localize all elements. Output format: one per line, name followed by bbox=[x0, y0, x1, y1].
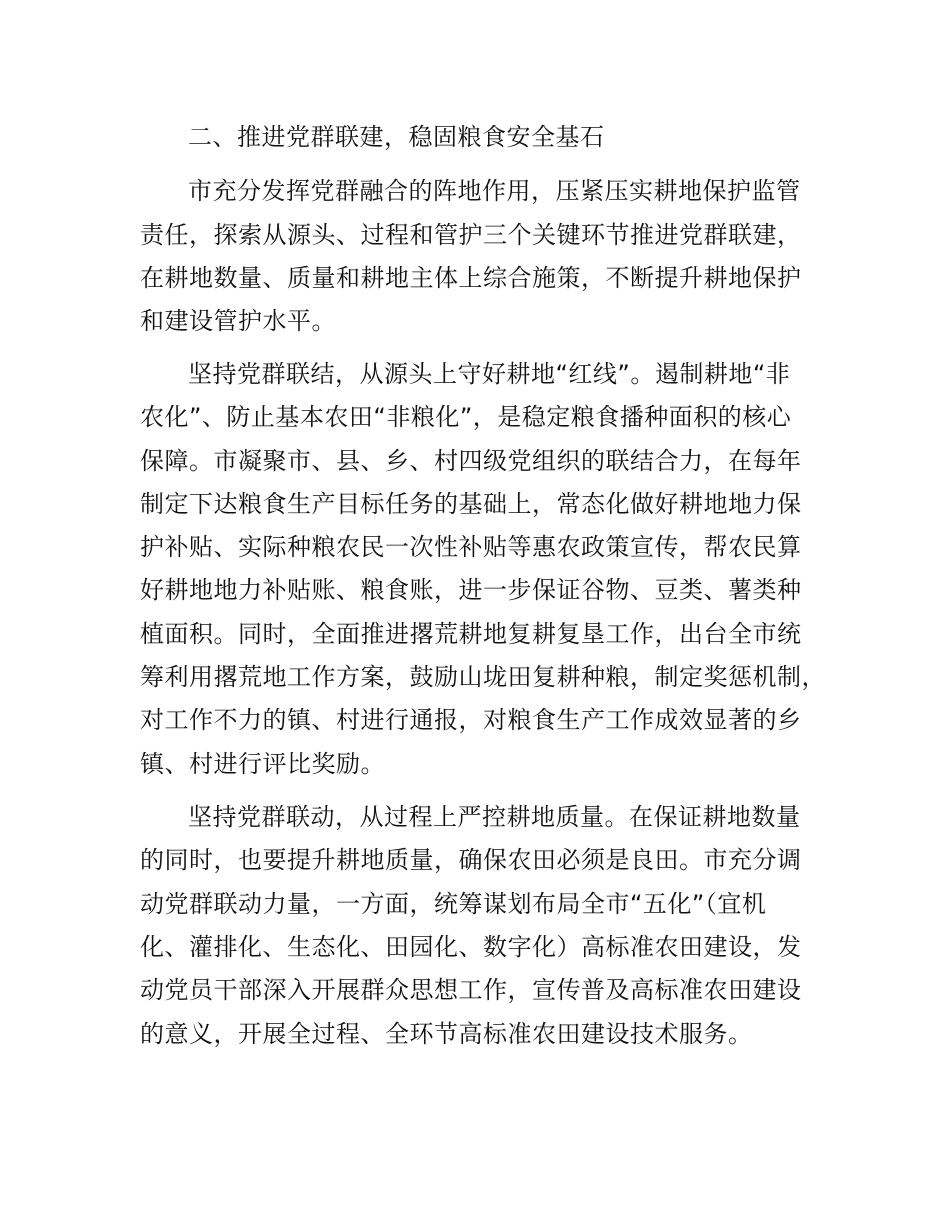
paragraph-2-line-3: 保障。市凝聚市、县、乡、村四级党组织的联结合力，在每年 bbox=[140, 447, 802, 475]
paragraph-1-line-2: 责任，探索从源头、过程和管护三个关键环节推进党群联建， bbox=[140, 221, 802, 249]
paragraph-2-line-2: 农化”、防止基本农田“非粮化”，是稳定粮食播种面积的核心 bbox=[140, 403, 792, 431]
paragraph-2-line-10: 镇、村进行评比奖励。 bbox=[140, 750, 385, 778]
paragraph-1-line-3: 在耕地数量、质量和耕地主体上综合施策，不断提升耕地保护 bbox=[140, 264, 802, 292]
paragraph-3-line-1: 坚持党群联动，从过程上严控耕地质量。在保证耕地数量 bbox=[188, 803, 801, 831]
paragraph-2-line-9: 对工作不力的镇、村进行通报，对粮食生产工作成效显著的乡 bbox=[140, 706, 802, 734]
paragraph-3-line-5: 动党员干部深入开展群众思想工作，宣传普及高标准农田建设 bbox=[140, 976, 802, 1004]
paragraph-3-line-2: 的同时，也要提升耕地质量，确保农田必须是良田。市充分调 bbox=[140, 846, 802, 874]
paragraph-2-line-1: 坚持党群联结，从源头上守好耕地“红线”。遏制耕地“非 bbox=[188, 360, 791, 388]
paragraph-1-line-4: 和建设管护水平。 bbox=[140, 307, 336, 335]
paragraph-2-line-5: 护补贴、实际种粮农民一次性补贴等惠农政策宣传，帮农民算 bbox=[140, 533, 802, 561]
paragraph-2-line-4: 制定下达粮食生产目标任务的基础上，常态化做好耕地地力保 bbox=[140, 490, 802, 518]
paragraph-1-line-1: 市充分发挥党群融合的阵地作用，压紧压实耕地保护监管 bbox=[188, 177, 801, 205]
section-heading: 二、推进党群联建，稳固粮食安全基石 bbox=[188, 123, 605, 151]
paragraph-3-line-6: 的意义，开展全过程、全环节高标准农田建设技术服务。 bbox=[140, 1020, 753, 1048]
paragraph-2-line-8: 筹利用撂荒地工作方案，鼓励山垅田复耕种粮，制定奖惩机制， bbox=[140, 663, 826, 691]
paragraph-3-line-4: 化、灌排化、生态化、田园化、数字化）高标准农田建设，发 bbox=[140, 933, 802, 961]
paragraph-2-line-6: 好耕地地力补贴账、粮食账，进一步保证谷物、豆类、薯类种 bbox=[140, 576, 802, 604]
paragraph-2-line-7: 植面积。同时，全面推进撂荒耕地复耕复垦工作，出台全市统 bbox=[140, 620, 802, 648]
paragraph-3-line-3: 动党群联动力量，一方面，统筹谋划布局全市“五化”（宜机 bbox=[140, 890, 767, 918]
